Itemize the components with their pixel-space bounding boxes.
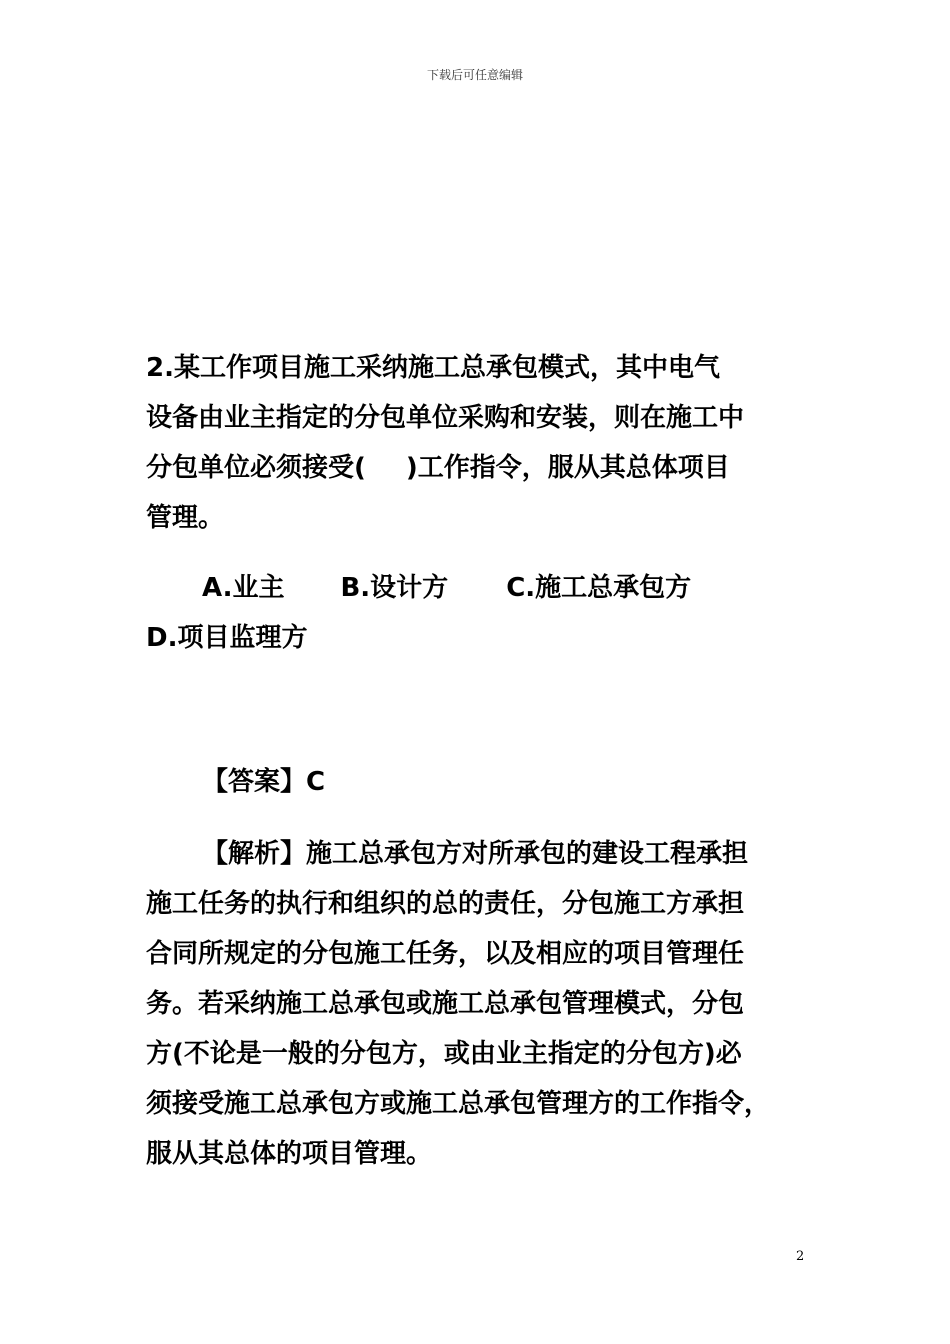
question-line-2: 设备由业主指定的分包单位采购和安装，则在施工中	[146, 403, 745, 433]
analysis-line-2: 施工任务的执行和组织的总的责任，分包施工方承担	[146, 889, 745, 919]
option-d: D.项目监理方	[146, 623, 308, 653]
analysis-line-4: 务。若采纳施工总承包或施工总承包管理模式，分包	[146, 989, 745, 1019]
analysis-line-1: 【解析】施工总承包方对所承包的建设工程承担	[202, 839, 749, 869]
question-line-3-after: )工作指令，服从其总体项目	[405, 453, 730, 483]
analysis-line-3: 合同所规定的分包施工任务，以及相应的项目管理任	[146, 939, 745, 969]
question-line-3	[146, 443, 816, 493]
options-line-1	[146, 563, 826, 613]
answer-options	[146, 563, 826, 663]
page-header: 下载后可任意编辑	[426, 68, 523, 82]
analysis	[146, 829, 826, 1179]
question-line-4: 管理。	[146, 503, 225, 533]
option-a: A.业主	[202, 573, 285, 603]
question-line-3-before: 分包单位必须接受(	[146, 453, 366, 483]
option-b: B.设计方	[340, 573, 449, 603]
answer: 【答案】C	[202, 767, 326, 797]
option-c: C.施工总承包方	[506, 573, 692, 603]
analysis-line-6: 须接受施工总承包方或施工总承包管理方的工作指令，	[146, 1089, 771, 1119]
analysis-line-7: 服从其总体的项目管理。	[146, 1139, 433, 1169]
question-2	[146, 343, 816, 543]
question-line-1: 2.某工作项目施工采纳施工总承包模式，其中电气	[146, 353, 720, 383]
page-number: 2	[796, 1249, 805, 1264]
analysis-line-5: 方(不论是一般的分包方，或由业主指定的分包方)必	[146, 1039, 742, 1069]
options-line-2	[146, 613, 826, 663]
